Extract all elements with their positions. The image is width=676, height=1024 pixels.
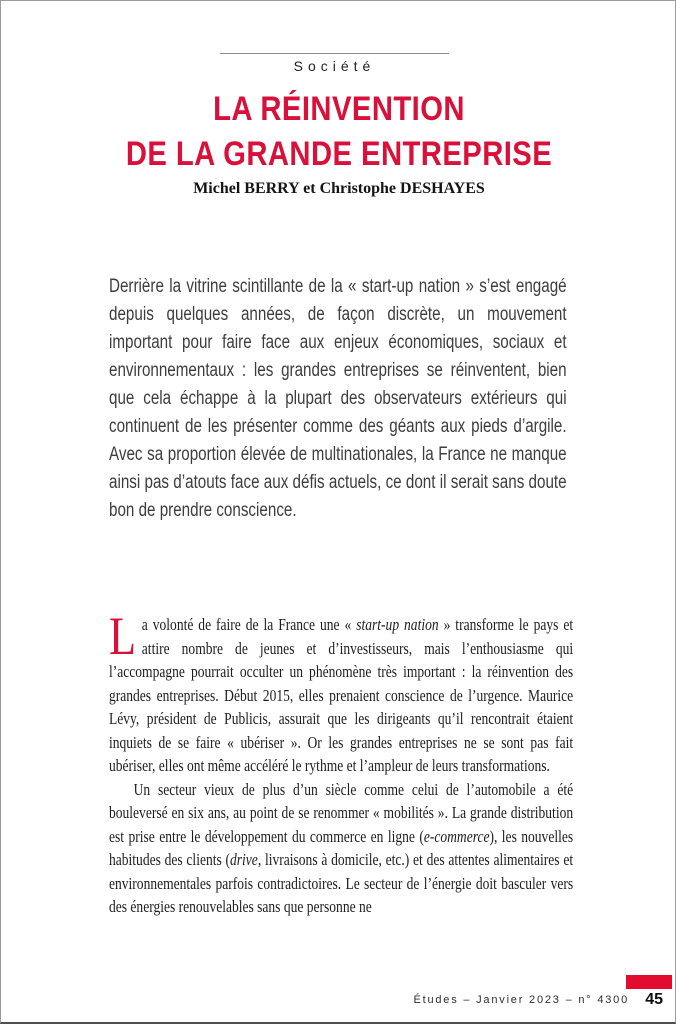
page-number: 45 [645,991,663,1008]
footer-red-bar [626,975,672,989]
journal-footer: Études – Janvier 2023 – n° 4300 [413,994,629,1006]
body-paragraph [109,606,574,778]
byline: Michel BERRY et Christophe DESHAYES [193,180,485,197]
article-title [48,87,629,177]
drop-cap: L [109,606,137,666]
article-title-line-1: LA RÉINVENTION [213,90,465,128]
section-label: Société [220,53,449,74]
article-title-line-2: DE LA GRANDE ENTREPRISE [125,135,553,173]
standfirst-paragraph: Derrière la vitrine scintillante de la « start-up nation » s’est engagé depuis quelques années, de façon discrète, un mouvement important pour faire face aux enjeux économiques, sociaux et environnementaux : les grandes entreprises se réinventent, bien que cela échappe à la plupart des observateurs extérieurs qui continuent de les présenter comme des géants aux pieds d’argile. Avec sa proportion élevée de multinationales, la France ne manque ainsi pas d’atouts face aux défis actuels, ce dont il serait sans doute bon de prendre conscience. [109,276,567,521]
article-body [109,606,574,919]
body-paragraph-text: a volonté de faire de la France une « start-up nation » transforme le pays et attire nombre de jeunes et d’investisseurs, mais l’enthousiasme qui l’accompagne pourrait occulter un phénomène très important : la réinvention des grandes entreprises. Début 2015, elles prenaient conscience de l’urgence. Maurice Lévy, président de Publicis, assurait que les dirigeants qu’il rencontrait étaient inquiets de se faire « ubériser ». Or les grandes entreprises ne se sont pas fait ubériser, elles ont même accéléré le rythme et l’ampleur de leurs transformations. [109,615,574,775]
body-paragraph: Un secteur vieux de plus d’un siècle comme celui de l’automobile a été bouleversé en six ans, au point de se renommer « mobilités ». La grande distribution est prise entre le développement du commerce en ligne (e-commerce), les nouvelles habitudes des clients (drive, livraisons à domicile, etc.) et des attentes alimentaires et environnementales parfois contradictoires. Le secteur de l’énergie doit basculer vers des énergies renouvelables sans que personne ne [109,779,574,916]
